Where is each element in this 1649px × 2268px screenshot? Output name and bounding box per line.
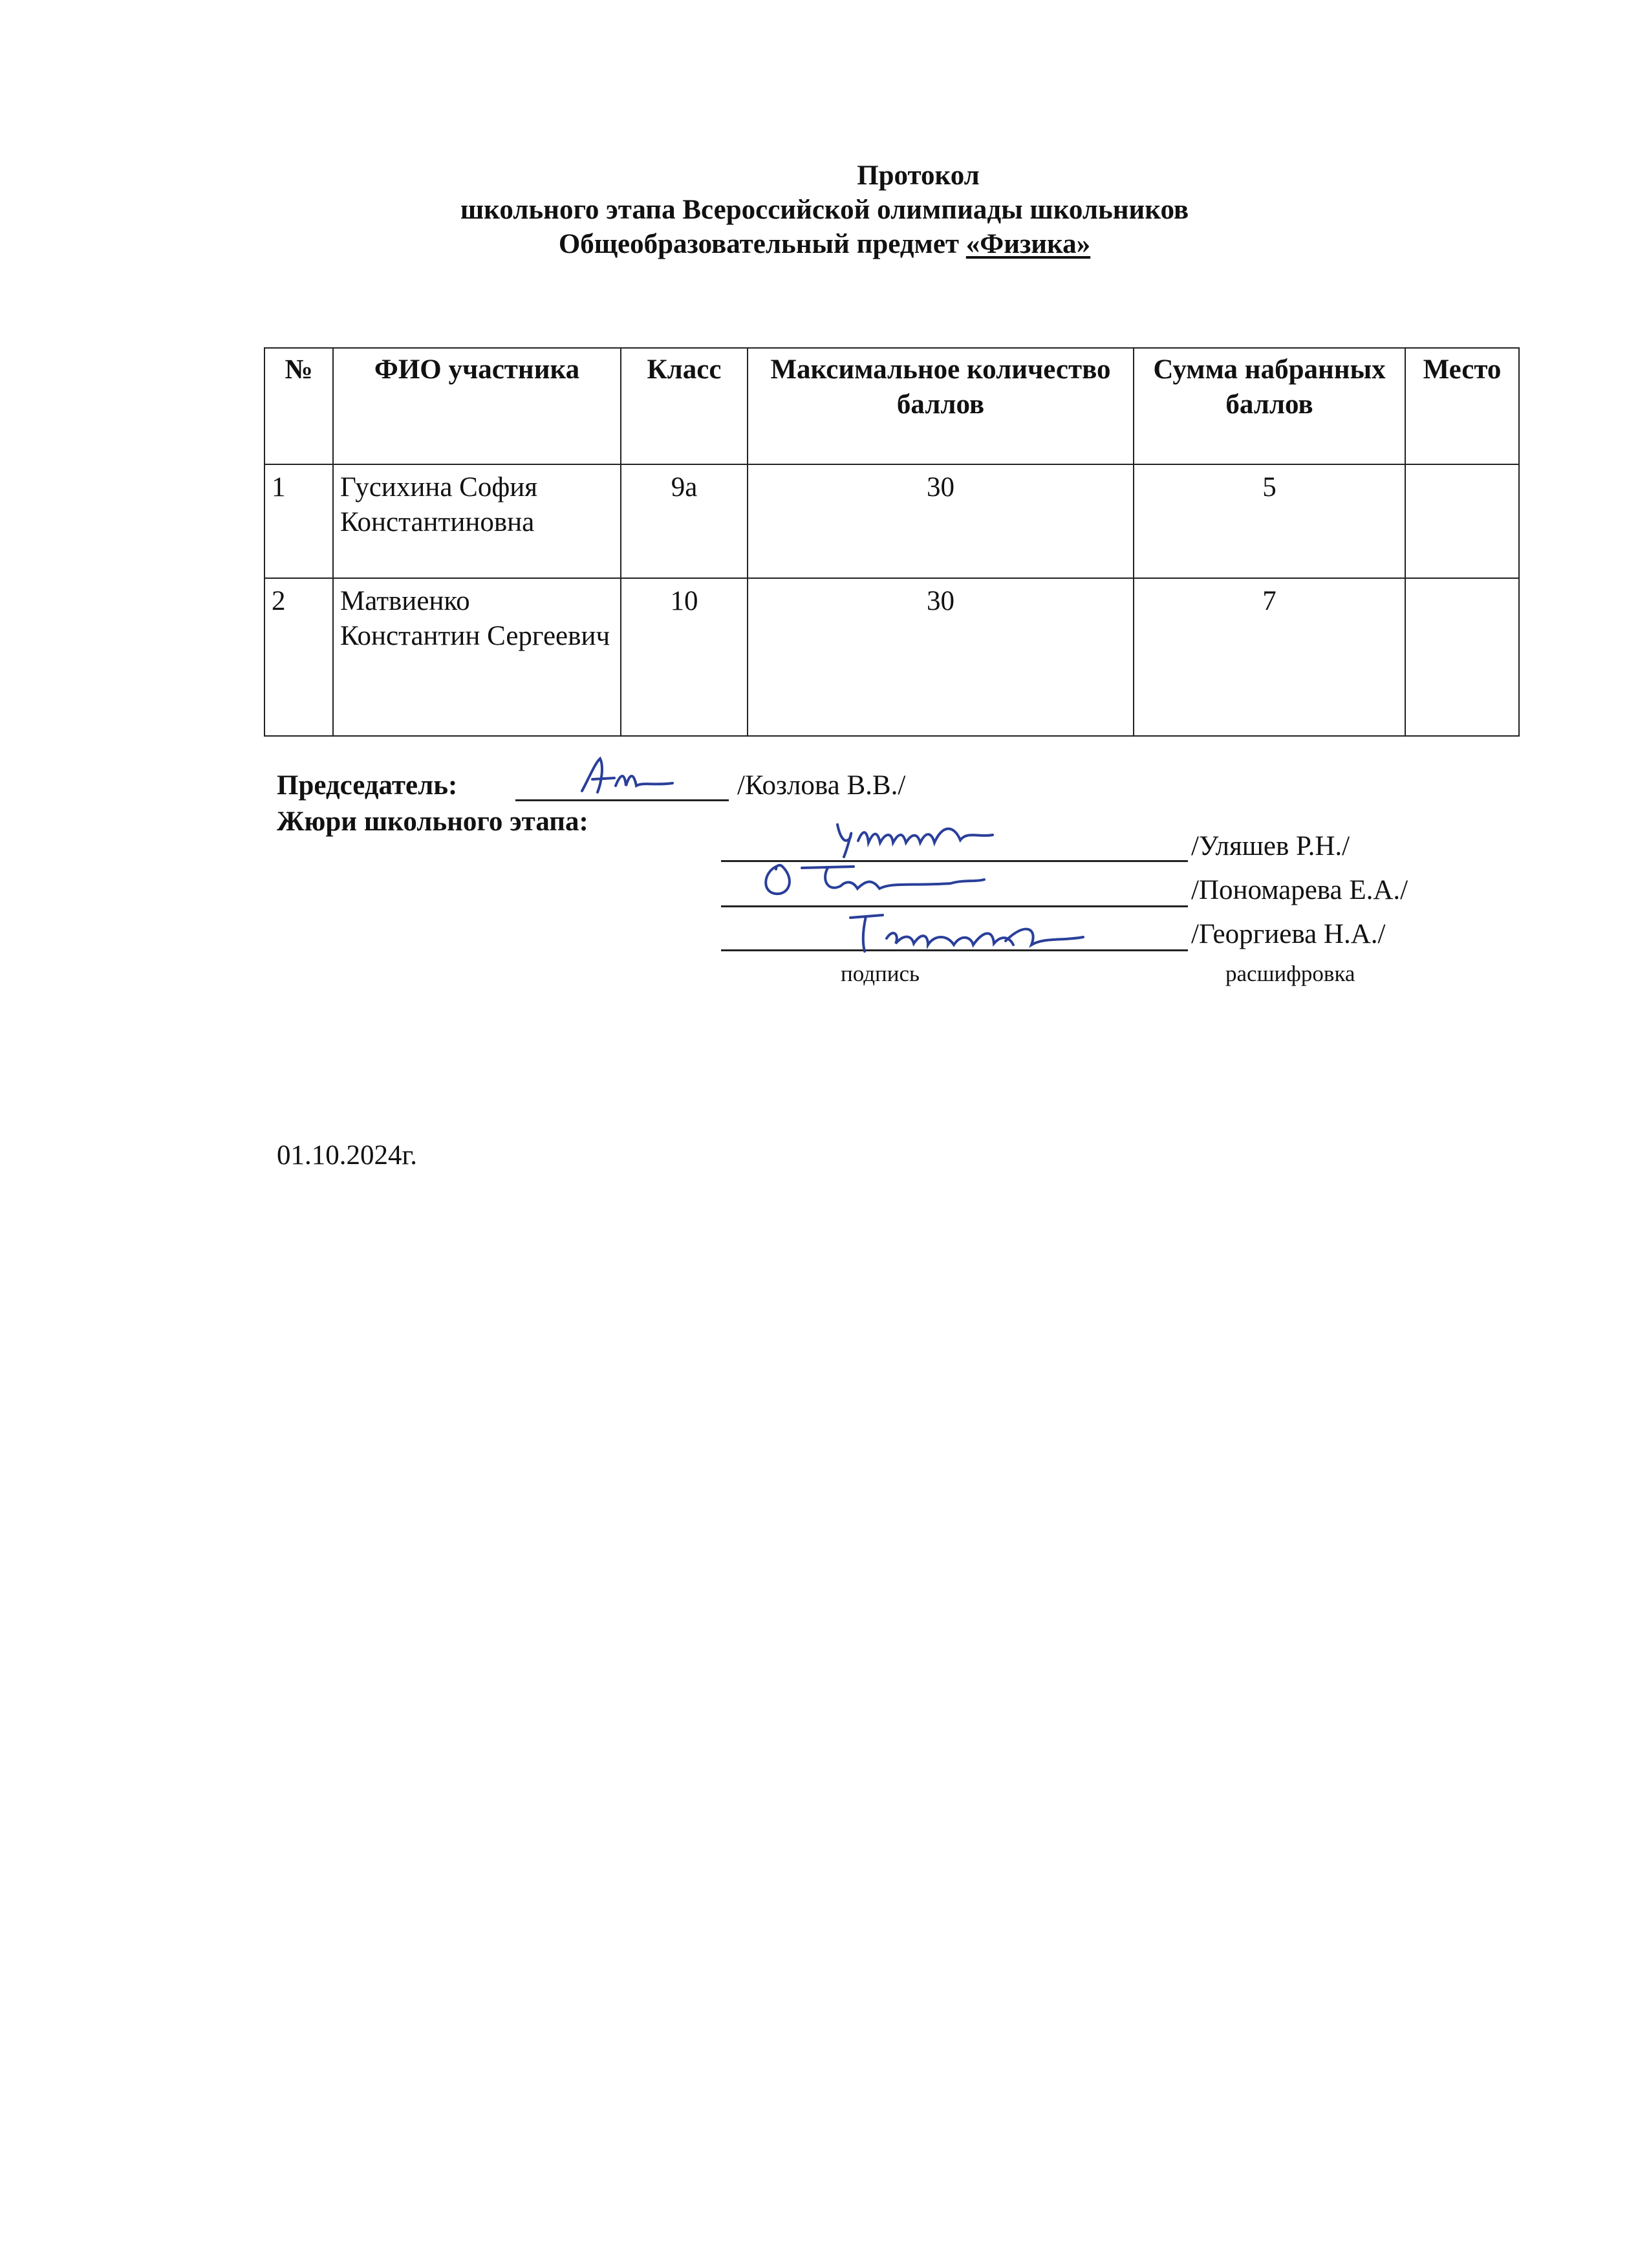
cell-score: 5 [1134,464,1405,578]
cell-number: 1 [264,464,333,578]
chair-label: Председатель: [277,770,458,801]
column-header-number: № [264,348,333,464]
jury-member-name: /Георгиева Н.А./ [1191,919,1386,949]
cell-number: 2 [264,578,333,736]
caption-signature: подпись [841,961,920,986]
chair-handwritten-signature [576,753,685,799]
cell-place [1405,464,1519,578]
column-header-name: ФИО участника [333,348,621,464]
document-subtitle: школьного этапа Всероссийской олимпиады школьников [460,195,1189,225]
document-header [0,158,1649,261]
table-header-row [264,348,1519,464]
document-date: 01.10.2024г. [277,1140,418,1171]
column-header-grade: Класс [621,348,748,464]
cell-grade: 10 [621,578,748,736]
table-row [264,464,1519,578]
cell-name: Матвиенко Константин Сергеевич [333,578,621,736]
column-header-score: Сумма набранных баллов [1134,348,1405,464]
table-row [264,578,1519,736]
document-title: Протокол [857,160,980,191]
chair-name: /Козлова В.В./ [737,770,906,801]
column-header-place: Место [1405,348,1519,464]
jury-member-name: /Пономарева Е.А./ [1191,875,1408,905]
subject-name: «Физика» [965,229,1091,259]
results-table [264,347,1520,737]
jury-label: Жюри школьного этапа: [277,806,588,837]
cell-max: 30 [748,578,1134,736]
cell-name: Гусихина София Константиновна [333,464,621,578]
jury-handwritten-signature-2 [757,854,989,905]
subject-line [0,227,1649,261]
cell-max: 30 [748,464,1134,578]
jury-signature-line [721,905,1188,907]
subject-prefix: Общеобразовательный предмет [558,229,966,259]
cell-score: 7 [1134,578,1405,736]
cell-place [1405,578,1519,736]
chair-signature-line [515,799,729,801]
column-header-max: Максимальное количество баллов [748,348,1134,464]
caption-decoding: расшифровка [1225,961,1355,986]
cell-grade: 9а [621,464,748,578]
jury-handwritten-signature-3 [844,909,1090,960]
jury-member-name: /Уляшев Р.Н./ [1191,831,1350,861]
